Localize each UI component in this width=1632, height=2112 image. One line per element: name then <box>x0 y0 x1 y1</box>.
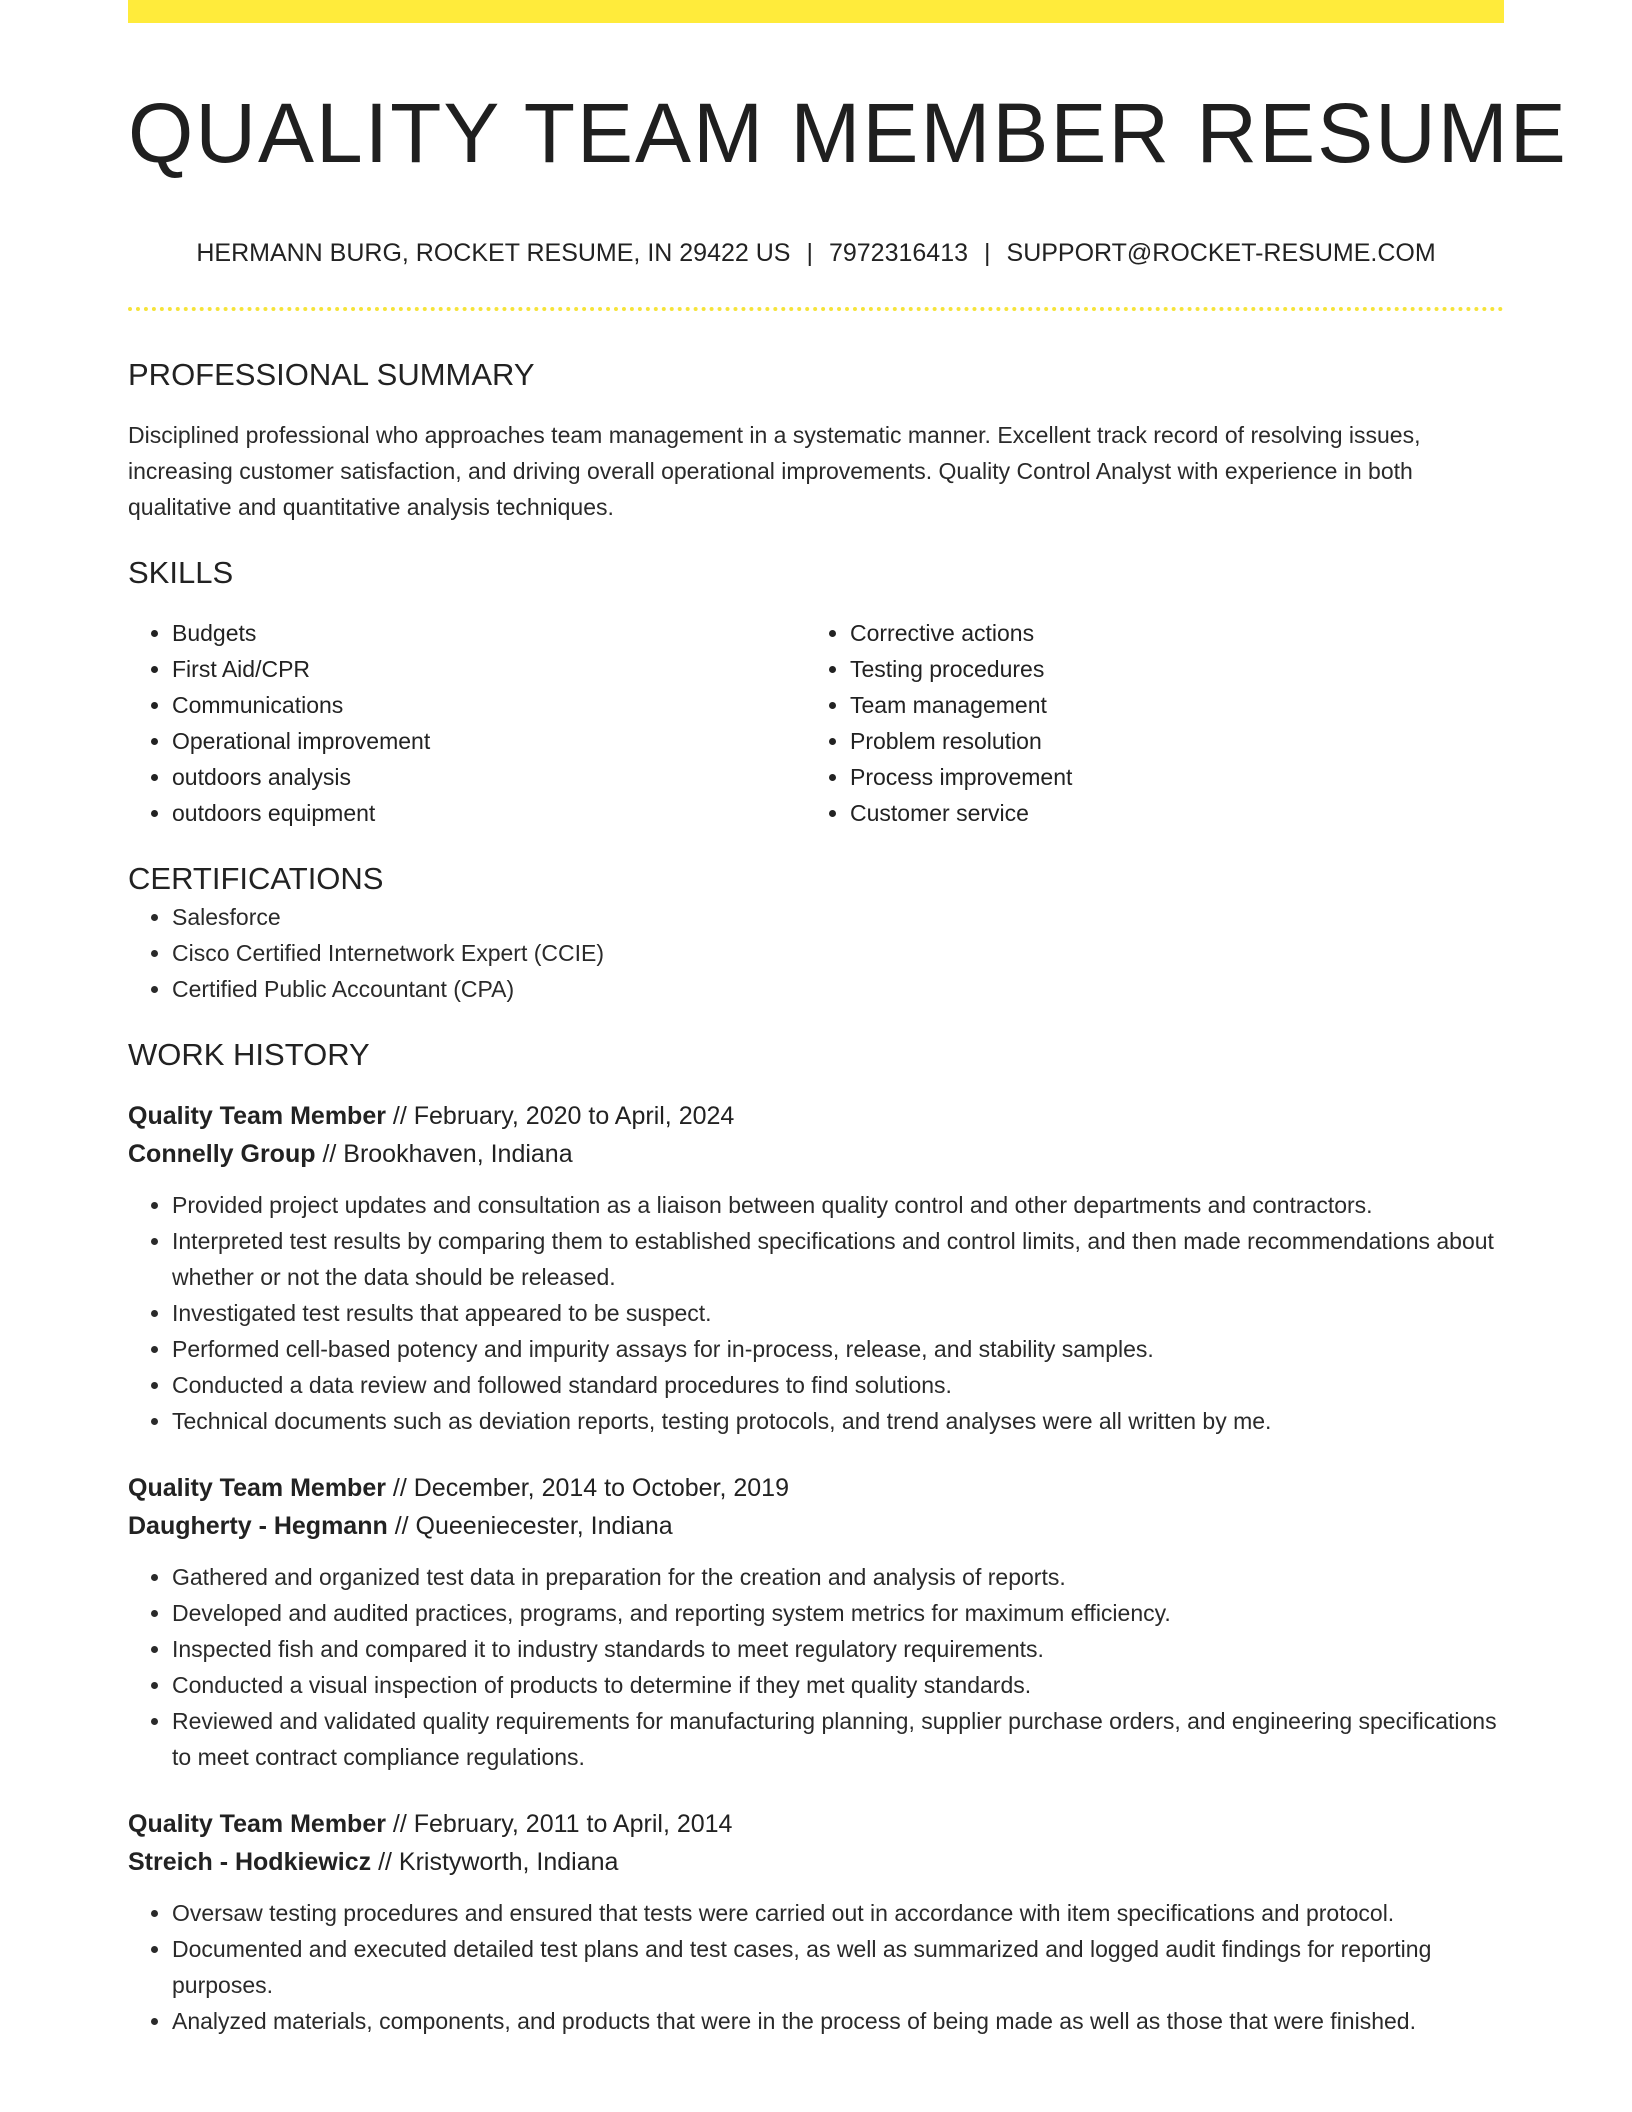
job-title-line <box>128 1805 1504 1843</box>
job-bullet: • Investigated test results that appeared to be suspect. <box>172 1295 1504 1331</box>
certifications-list <box>128 899 1504 1007</box>
job-bullet: • Documented and executed detailed test plans and test cases, as well as summarized and logged audit findings for reporting purposes. <box>172 1931 1504 2003</box>
skill-item: • Corrective actions <box>850 615 1484 651</box>
job-bullets <box>128 1187 1504 1439</box>
resume-title: QUALITY TEAM MEMBER RESUME <box>128 86 1568 180</box>
contact-line <box>128 237 1504 269</box>
job-location: // Brookhaven, Indiana <box>315 1140 573 1168</box>
skill-item: • Communications <box>172 687 806 723</box>
skill-item: • Customer service <box>850 795 1484 831</box>
job-dates: // December, 2014 to October, 2019 <box>385 1474 789 1502</box>
job-entry <box>128 1097 1504 1439</box>
skill-item: • First Aid/CPR <box>172 651 806 687</box>
job-entry <box>128 1805 1504 2039</box>
job-bullet: • Performed cell-based potency and impurity assays for in-process, release, and stability samples. <box>172 1331 1504 1367</box>
job-title-line <box>128 1469 1504 1507</box>
job-company-line <box>128 1135 1504 1173</box>
certification-item: • Salesforce <box>172 899 1504 935</box>
job-company: Daugherty - Hegmann <box>128 1512 388 1540</box>
job-company: Streich - Hodkiewicz <box>128 1848 372 1876</box>
skill-item: • outdoors equipment <box>172 795 806 831</box>
skill-item: • Operational improvement <box>172 723 806 759</box>
resume-page <box>128 0 1568 2039</box>
skills-list-left <box>128 615 806 831</box>
summary-text: Disciplined professional who approaches team management in a systematic manner. Excellent track record of resolving issues, increasing customer satisfaction, and driving overall operational improvements. Quality Control Analyst with experience in both qualitative and quantitative analysis techniques. <box>128 422 1421 520</box>
summary-heading: PROFESSIONAL SUMMARY <box>128 357 535 392</box>
job-bullet: • Interpreted test results by comparing them to established specifications and control limits, and then made recommendations about whether or not the data should be released. <box>172 1223 1504 1295</box>
skill-item: • Problem resolution <box>850 723 1484 759</box>
job-title: Quality Team Member <box>128 1102 386 1130</box>
job-title-line <box>128 1097 1504 1135</box>
certification-item: • Certified Public Accountant (CPA) <box>172 971 1504 1007</box>
job-entry <box>128 1469 1504 1775</box>
job-dates: // February, 2011 to April, 2014 <box>385 1810 733 1838</box>
job-bullet: • Reviewed and validated quality requirements for manufacturing planning, supplier purchase orders, and engineering specifications to meet contract compliance regulations. <box>172 1703 1504 1775</box>
job-bullets <box>128 1559 1504 1775</box>
skill-item: • Process improvement <box>850 759 1484 795</box>
skills-list-right <box>806 615 1484 831</box>
contact-separator: | <box>806 239 813 267</box>
job-title: Quality Team Member <box>128 1810 386 1838</box>
job-company-line <box>128 1507 1504 1545</box>
contact-separator: | <box>984 239 991 267</box>
certification-item: • Cisco Certified Internetwork Expert (CCIE) <box>172 935 1504 971</box>
skill-item: • Team management <box>850 687 1484 723</box>
skills-columns <box>128 615 1504 831</box>
job-company-line <box>128 1843 1504 1881</box>
job-bullet: • Conducted a data review and followed standard procedures to find solutions. <box>172 1367 1504 1403</box>
job-bullet: • Gathered and organized test data in preparation for the creation and analysis of reports. <box>172 1559 1504 1595</box>
job-bullet: • Inspected fish and compared it to industry standards to meet regulatory requirements. <box>172 1631 1504 1667</box>
job-bullet: • Provided project updates and consultation as a liaison between quality control and other departments and contractors. <box>172 1187 1504 1223</box>
job-company: Connelly Group <box>128 1140 316 1168</box>
skill-item: • Budgets <box>172 615 806 651</box>
job-bullets <box>128 1895 1504 2039</box>
job-location: // Queeniecester, Indiana <box>387 1512 673 1540</box>
dotted-divider <box>128 307 1504 311</box>
job-location: // Kristyworth, Indiana <box>371 1848 619 1876</box>
job-bullet: • Developed and audited practices, programs, and reporting system metrics for maximum efficiency. <box>172 1595 1504 1631</box>
work-history-heading: WORK HISTORY <box>128 1037 370 1072</box>
job-dates: // February, 2020 to April, 2024 <box>385 1102 735 1130</box>
skill-item: • outdoors analysis <box>172 759 806 795</box>
job-bullet: • Oversaw testing procedures and ensured that tests were carried out in accordance with item specifications and protocol. <box>172 1895 1504 1931</box>
contact-address: HERMANN BURG, ROCKET RESUME, IN 29422 US <box>196 239 791 267</box>
skill-item: • Testing procedures <box>850 651 1484 687</box>
contact-email: SUPPORT@ROCKET-RESUME.COM <box>1006 239 1436 267</box>
job-bullet: • Technical documents such as deviation reports, testing protocols, and trend analyses were all written by me. <box>172 1403 1504 1439</box>
job-title: Quality Team Member <box>128 1474 386 1502</box>
skills-heading: SKILLS <box>128 555 234 590</box>
job-bullet: • Conducted a visual inspection of products to determine if they met quality standards. <box>172 1667 1504 1703</box>
certifications-heading: CERTIFICATIONS <box>128 861 384 896</box>
job-bullet: • Analyzed materials, components, and products that were in the process of being made as well as those that were finished. <box>172 2003 1504 2039</box>
accent-top-bar <box>128 0 1504 23</box>
contact-phone: 7972316413 <box>828 239 969 267</box>
